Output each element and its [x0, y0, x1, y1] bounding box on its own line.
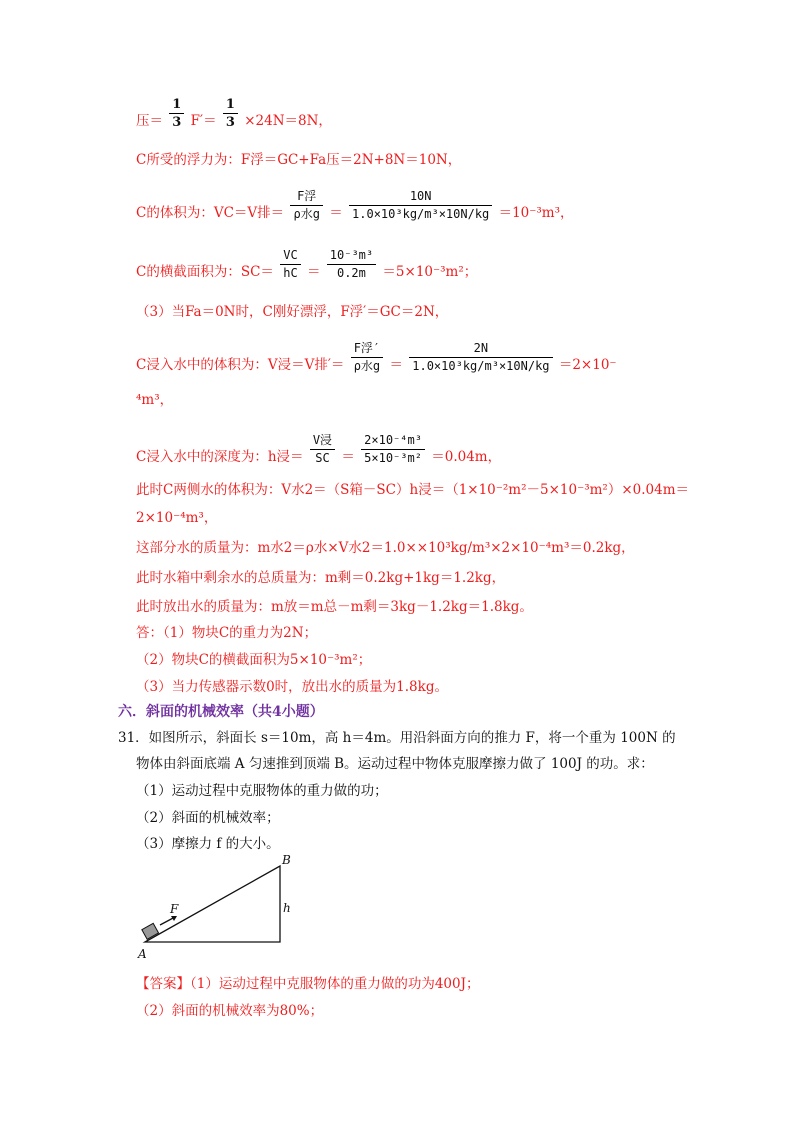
label-b: B — [282, 853, 291, 867]
solution-line-1: 压＝ $\frac{1}{3}$ F′＝ $\frac{1}{3}$ ×24N＝8N， — [136, 97, 332, 130]
solution-line-2: C所受的浮力为：F浮＝GC+Fa压＝2N+8N＝10N， — [136, 152, 462, 168]
answer-line-2: （2）斜面的机械效率为80%； — [136, 1003, 324, 1019]
answer-summary-1: 答：（1）物块C的重力为2N； — [136, 625, 318, 641]
incline-triangle — [145, 866, 280, 942]
fraction-volume-calc: $\frac{10N}{\text{1.0×10³kg/m³×10N/kg}}$ — [349, 188, 492, 223]
fraction-vc-over-hc: $\frac{VC}{hC}$ — [280, 247, 300, 282]
question-part-1: （1）运动过程中克服物体的重力做的功； — [136, 783, 388, 799]
block — [142, 923, 159, 939]
solution-line-3: C的体积为：VC＝V排＝ $\frac{\text{F浮}}{\text{ρ水g}}$ ＝ $\frac{10N}{\text{1.0×10³kg/m³×10N/kg}}$ ＝10⁻³m³， — [136, 189, 574, 221]
section-title: 六．斜面的机械效率（共4小题） — [118, 704, 324, 720]
answer-tag: 【答案】 — [136, 976, 190, 992]
solution-line-9: 这部分水的质量为：m水2＝ρ水×V水2＝1.0××10³kg/m³×2×10⁻⁴m³＝0.2kg， — [136, 540, 635, 556]
incline-diagram — [130, 850, 310, 965]
answer-line-1: 【答案】（1）运动过程中克服物体的重力做的功为400J； — [136, 976, 480, 992]
solution-line-7: C浸入水中的深度为：h浸＝ $\frac{\text{V浸}}{SC}$ ＝ $\frac{\text{2×10⁻⁴m³}}{\text{5×10⁻³m²}}$ ＝0.04m， — [136, 433, 502, 465]
label-a: A — [138, 947, 147, 961]
solution-line-8: 此时C两侧水的体积为：V水2＝（S箱－SC）h浸＝（1×10⁻²m²－5×10⁻³m²）×0.04m＝ — [136, 482, 690, 498]
fraction-one-third: $\frac{1}{3}$ — [169, 96, 184, 131]
solution-line-5: （3）当Fa＝0N时，C刚好漂浮，F浮′＝GC＝2N， — [136, 304, 449, 320]
answer-summary-3: （3）当力传感器示数0时，放出水的质量为1.8kg。 — [136, 679, 448, 695]
solution-line-10: 此时水箱中剩余水的总质量为：m剩＝0.2kg+1kg＝1.2kg， — [136, 570, 506, 586]
question-line-1: 31．如图所示，斜面长 s＝10m，高 h＝4m。用沿斜面方向的推力 F，将一个重为 100N 的 — [118, 730, 676, 746]
question-part-3: （3）摩擦力 f 的大小。 — [136, 836, 280, 852]
label-f: F — [170, 902, 179, 916]
solution-line-6b: ⁴m³， — [136, 392, 174, 408]
label-h: h — [283, 901, 291, 915]
fraction-buoyancy-over-rho-g: $\frac{\text{F浮}}{\text{ρ水g}}$ — [290, 188, 322, 223]
fraction-immersed-volume-calc: $\frac{2N}{\text{1.0×10³kg/m³×10N/kg}}$ — [409, 340, 552, 375]
fraction-v-over-s: $\frac{\text{V浸}}{SC}$ — [310, 432, 335, 467]
fraction-one-third-2: $\frac{1}{3}$ — [223, 96, 238, 131]
question-line-2: 物体由斜面底端 A 匀速推到顶端 B。运动过程中物体克服摩擦力做了 100J 的功。求： — [136, 756, 654, 772]
fraction-depth-calc: $\frac{\text{2×10⁻⁴m³}}{\text{5×10⁻³m²}}$ — [361, 432, 425, 467]
solution-line-8b: 2×10⁻⁴m³， — [136, 510, 218, 526]
question-part-2: （2）斜面的机械效率； — [136, 810, 280, 826]
solution-line-6: C浸入水中的体积为：V浸＝V排′＝ $\frac{\text{F浮′}}{\text{ρ水g}}$ ＝ $\frac{2N}{\text{1.0×10³kg/m³×10N/kg}}$ ＝2×10⁻ — [136, 341, 617, 373]
fraction-area-calc: $\frac{\text{10⁻³m³}}{0.2m}$ — [327, 247, 376, 282]
fraction-buoyancy2-over-rho-g: $\frac{\text{F浮′}}{\text{ρ水g}}$ — [351, 340, 383, 375]
solution-line-11: 此时放出水的质量为：m放＝m总－m剩＝3kg－1.2kg＝1.8kg。 — [136, 599, 533, 615]
solution-line-4: C的横截面积为：SC＝ $\frac{VC}{hC}$ ＝ $\frac{\text{10⁻³m³}}{0.2m}$ ＝5×10⁻³m²； — [136, 248, 478, 280]
answer-summary-2: （2）物块C的横截面积为5×10⁻³m²； — [136, 652, 372, 668]
